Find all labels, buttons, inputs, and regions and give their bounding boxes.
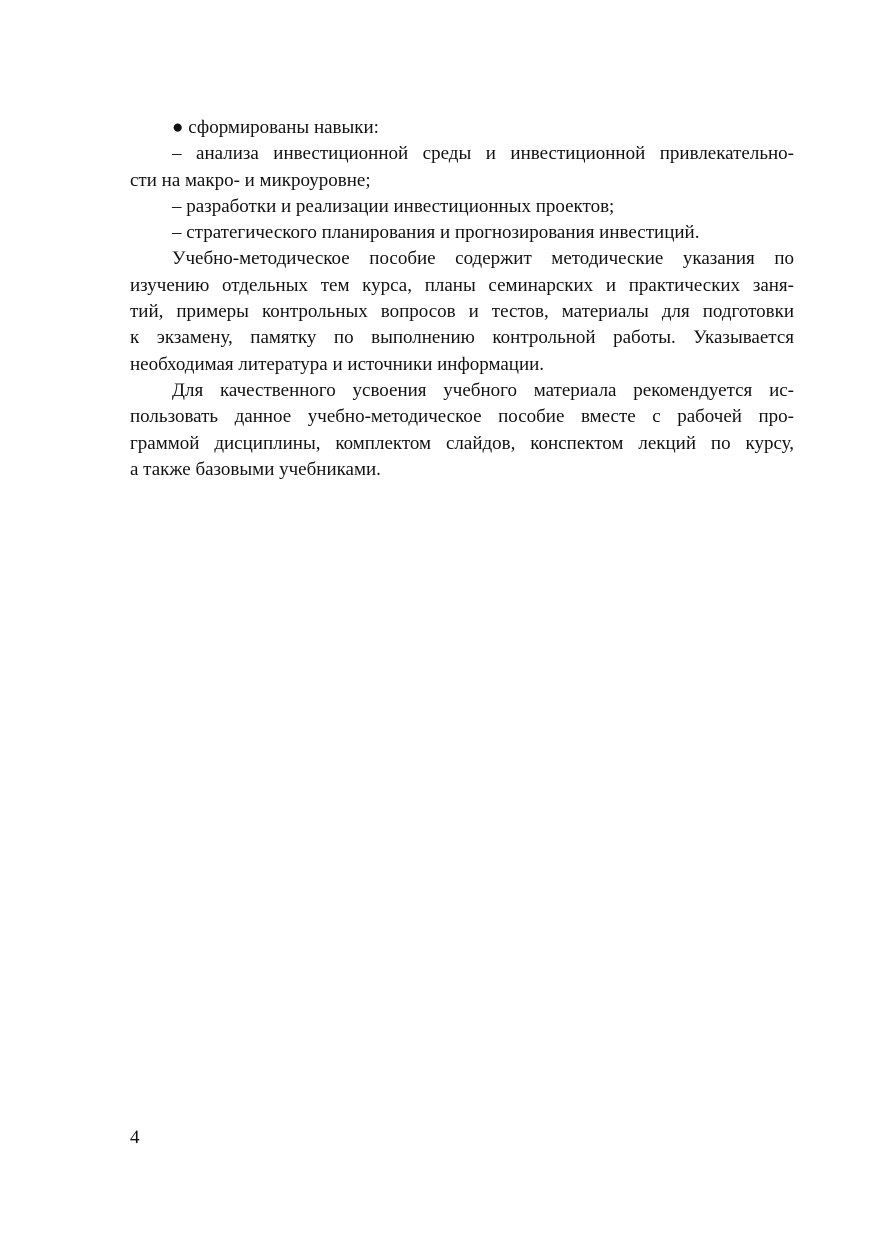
paragraph-recommendation [130, 378, 794, 483]
paragraph1-line-4: к экзамену, памятку по выполнению контрольной работы. Указывается [130, 327, 794, 349]
page-number: 4 [130, 1127, 140, 1148]
skill-item-1-line-1: – анализа инвестиционной среды и инвестиционной привлекательно- [172, 143, 794, 165]
skills-heading: ● сформированы навыки: [172, 117, 379, 138]
paragraph1-line-1: Учебно-методическое пособие содержит методические указания по [172, 248, 794, 270]
skills-section [130, 115, 794, 246]
paragraph2-line-1: Для качественного усвоения учебного материала рекомендуется ис- [172, 379, 794, 401]
paragraph2-line-4: а также базовыми учебниками. [130, 458, 381, 480]
paragraph-manual-contents [130, 246, 794, 377]
skill-item-2: – разработки и реализации инвестиционных проектов; [172, 195, 615, 217]
paragraph2-line-3: граммой дисциплины, комплектом слайдов, конспектом лекций по курсу, [130, 432, 794, 454]
paragraph1-line-2: изучению отдельных тем курса, планы семинарских и практических заня- [130, 274, 794, 296]
skill-item-1-line-2: сти на макро- и микроуровне; [130, 169, 371, 191]
page-body [130, 115, 794, 483]
paragraph1-line-5: необходимая литература и источники информации. [130, 353, 545, 375]
paragraph2-line-2: пользовать данное учебно-методическое пособие вместе с рабочей про- [130, 406, 794, 428]
skill-item-3: – стратегического планирования и прогнозирования инвестиций. [172, 222, 700, 244]
paragraph1-line-3: тий, примеры контрольных вопросов и тестов, материалы для подготовки [130, 301, 794, 323]
